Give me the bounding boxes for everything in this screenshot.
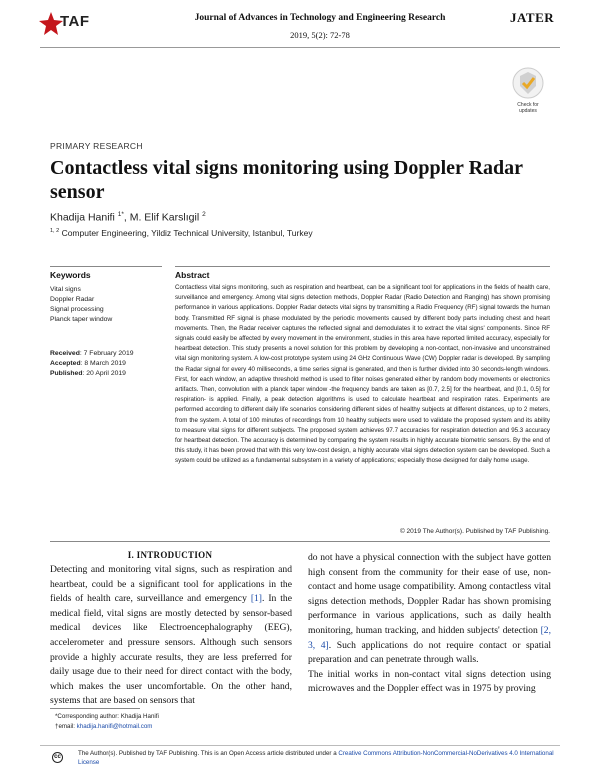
keyword-item: Vital signs	[50, 286, 81, 293]
crossmark-label: Check for updates	[517, 102, 539, 114]
author-superscript: 2	[202, 211, 206, 218]
footer-divider	[40, 745, 560, 746]
citation-link[interactable]: [1]	[250, 593, 262, 605]
paragraph: The initial works in non-contact vital signs detection using microwaves and the Doppler effect was in 1975 by proving	[308, 668, 551, 695]
email-link[interactable]: khadija.hanifi@hotmail.com	[76, 723, 153, 730]
author-name: Khadija Hanifi	[50, 211, 115, 224]
publisher-logo	[38, 10, 108, 38]
corresponding-author: *Corresponding author: Khadija Hanifi	[55, 713, 159, 720]
body-text: do not have a physical connection with the subject have gotten high consent from the community for their ease of use, non-contact and home usage compatibility. Among contactless vital signs detection methods, Doppler Radar has shown promising performance in various applications, such as daily health monitoring, human tracking, and hidden subjects' detection	[308, 552, 551, 636]
license-notice	[78, 749, 558, 767]
footnotes	[55, 712, 159, 732]
journal-abbreviation: JATER	[510, 10, 555, 25]
author-name: M. Elif Karslıgil	[129, 211, 200, 224]
email-label: †email:	[55, 723, 77, 730]
section-heading: I. INTRODUCTION	[127, 550, 213, 560]
article-type: PRIMARY RESEARCH	[50, 141, 143, 151]
body-column-left	[50, 563, 292, 709]
copyright-notice: © 2019 The Author(s). Published by TAF Publishing.	[399, 528, 550, 535]
received-value: : 7 February 2019	[79, 350, 134, 357]
logo-text: TAF	[60, 13, 90, 30]
keywords-heading: Keywords	[50, 270, 91, 280]
author-separator: ,	[123, 211, 130, 224]
body-text: . Such applications do not require contact or spatial preparation and can penetrate through walls.	[308, 639, 551, 666]
header-divider	[40, 47, 560, 48]
published-label: Published	[50, 370, 83, 377]
keywords-divider	[50, 266, 162, 267]
keyword-item: Doppler Radar	[50, 296, 95, 303]
received-label: Received	[50, 350, 80, 357]
keyword-item: Signal processing	[50, 306, 104, 313]
abstract-heading: Abstract	[175, 270, 210, 280]
license-link[interactable]: Creative Commons Attribution-NonCommercial-NoDerivatives 4.0 International License	[78, 750, 554, 766]
author-superscript: 1*	[117, 211, 124, 218]
published-date	[50, 369, 134, 379]
license-text: The Author(s). Published by TAF Publishing. This is an Open Access article distributed under a	[78, 750, 339, 757]
article-title: Contactless vital signs monitoring using Doppler Radar sensor	[50, 157, 523, 203]
abstract-text: Contactless vital signs monitoring, such as respiration and heartbeat, can be a significant tool for applications in the fields of health care, surveillance and emergency. Among vital signs detection methods, Doppler Radar (Radio Detection and Ranging) has shown promising performance in various applications. Doppler Radar detects vital signs by transmitting a Radio Frequency (RF) signal towards the human body. Transmitted RF signal is phase modulated by the periodic movements caused by different body parts including chest and heart movements. Then, the Radar receiver captures the reflected signal and demodulates it to extract the vital signs' components. Since RF signals could easily be affected by every movement in the environment, studies in this area have reported limited accuracy, especially for heartbeat detection. This study presents a novel solution for this problem by developing a non-contact, non-invasive and unconstrained vital sign monitoring system. A low-cost prototype system using 24 GHz Continuous Wave (CW) Doppler radar is developed. By sampling the Radar signal for every 40 milliseconds, a time series signal is generated, and then is further divided into 30 seconds-length windows. First, for each window, an adaptive threshold method is used to filter noises generated either by random body movements or electronics artifacts. Then, convolution with a planck taper window -the frequency bands are taken as [0.7, 2.5] for the heartbeat, and [0.1, 0.5] for respiration- is applied. Finally, a peak detection algorithms is used to calculate heartbeat and respiration rates. Experiments are performed according to different daily life scenarios considering different sides of healthy subjects at different distances, up to 2 meters, from the system. A total of 100 minutes of recordings from 10 healthy subjects were used to validate the proposed system and its ability to measure vital signs for different subjects. The proposed system achieves 97.7 accuracies for respiration detection and 95.3 accuracy for heartbeat detection. The accuracy is determined by comparing the system results in highly accurate biometric sensors. By the end of this study, it has been proved that with this very low-cost design, a highly accurate vital signs detection system can be developed. Such a system could be utilized as a fundamental subsystem in a variety of applications; especially those designed for daily home usage.	[175, 284, 550, 465]
author-list	[50, 211, 206, 224]
journal-volume: 2019, 5(2): 72-78	[290, 30, 350, 40]
received-date	[50, 349, 134, 359]
check-for-updates-badge[interactable]	[508, 66, 548, 126]
affiliation	[50, 228, 313, 238]
keyword-item: Planck taper window	[50, 316, 113, 323]
published-value: : 20 April 2019	[82, 370, 126, 377]
body-text: Detecting and monitoring vital signs, such as respiration and heartbeat, could be a significant tool for applications in the fields of health care, surveillance and emergency	[50, 564, 292, 605]
keywords-list	[50, 285, 112, 325]
paragraph	[308, 551, 551, 668]
body-text: . In the medical field, vital signs are mostly detected by sensor-based medical devices like Electroencephalography (EEG), accelerometer and pressure sensors. Although such sensors provide a highly accurate results, they are less preferred for daily usage due to their need for direct contact with the body, which makes the user uncomfortable. On the other hand, systems that are based on sensors that	[50, 593, 292, 707]
affiliation-text: Computer Engineering, Yildiz Technical University, Istanbul, Turkey	[61, 228, 313, 238]
accepted-date	[50, 359, 134, 369]
footnote-divider	[50, 708, 140, 709]
body-divider	[50, 541, 550, 542]
journal-title: Journal of Advances in Technology and Engineering Research	[194, 13, 446, 23]
creative-commons-icon: cc	[52, 752, 63, 763]
citation-link[interactable]: [2, 3, 4]	[308, 624, 551, 651]
body-column-right	[308, 551, 551, 697]
accepted-value: : 8 March 2019	[80, 360, 126, 367]
accepted-label: Accepted	[50, 360, 81, 367]
author-email	[55, 722, 159, 732]
abstract-divider	[175, 266, 550, 267]
crossmark-icon	[508, 66, 548, 102]
article-dates	[50, 349, 134, 379]
affiliation-superscript: 1, 2	[50, 228, 60, 235]
